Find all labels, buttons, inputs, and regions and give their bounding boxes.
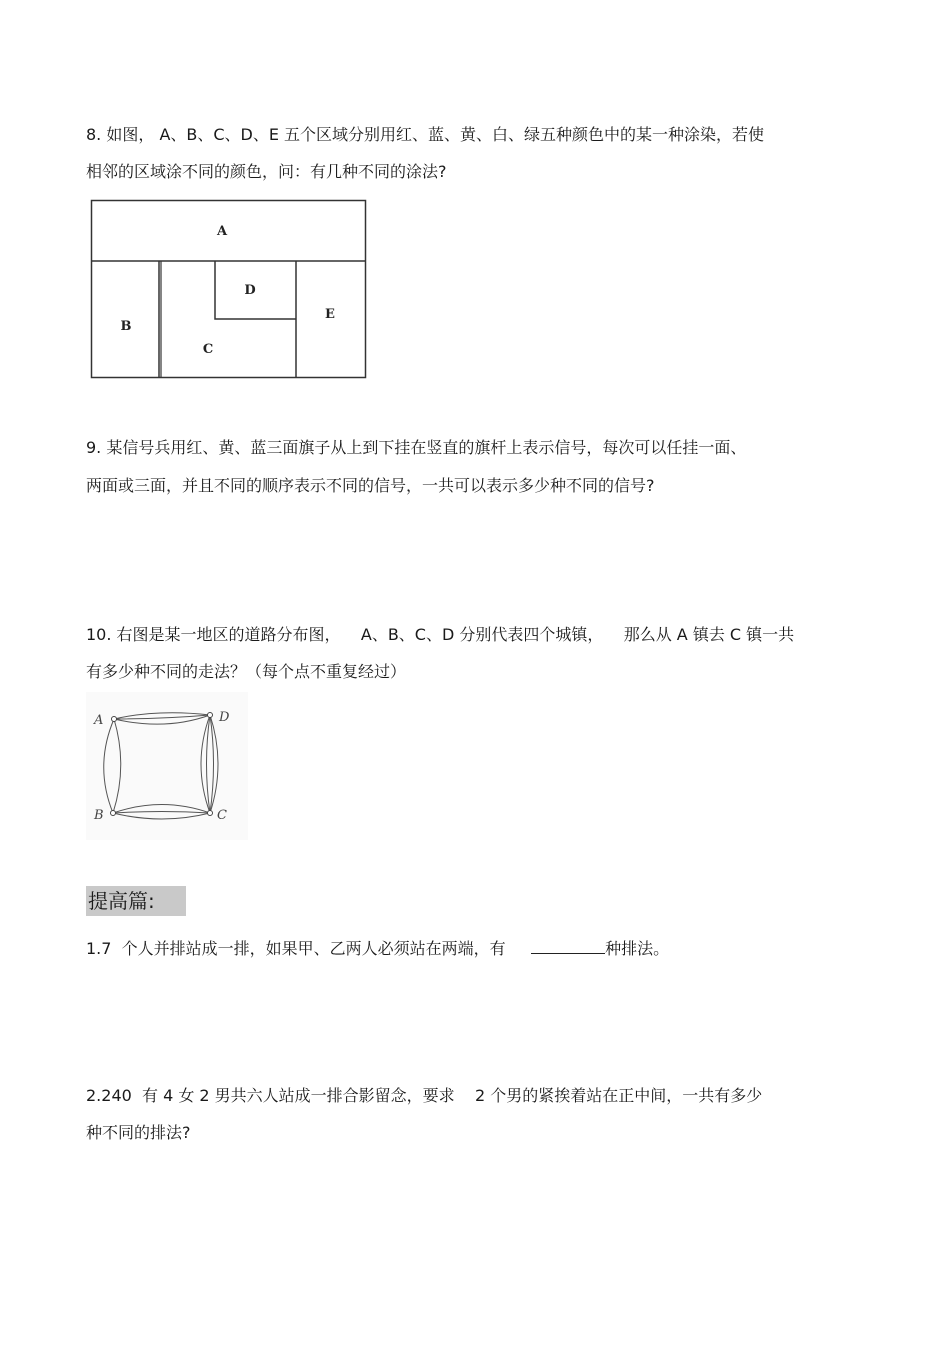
q8-text-line1: 8. 如图， A、B、C、D、E 五个区域分别用红、蓝、黄、白、绿五种颜色中的某一种涂染，若使: [86, 125, 765, 144]
q10-node-b-label: B: [94, 808, 104, 823]
q10-node-a-label: A: [94, 713, 104, 728]
advanced-problem-1-suffix: 种排法。: [605, 939, 670, 958]
q10-node-c-label: C: [217, 808, 227, 823]
q10-node-d-label: D: [219, 710, 230, 725]
q8-region-d-label: D: [244, 283, 256, 298]
q8-region-diagram: [90, 199, 368, 381]
advanced-problem-1-text: 1.7 个人并排站成一排，如果甲、乙两人必须站在两端，有: [86, 939, 532, 958]
q8-region-a-label: A: [216, 224, 228, 239]
advanced-problem-2-line1: 2.240 有 4 女 2 男共六人站成一排合影留念，要求 2 个男的紧挨着站在正中间，一共有多少: [86, 1086, 763, 1105]
q10-text-line1: 10. 右图是某一地区的道路分布图， A、B、C、D 分别代表四个城镇， 那么从 A 镇去 C 镇一共: [86, 625, 795, 644]
answer-blank: [531, 937, 605, 954]
q10-node-d: [208, 713, 213, 718]
q9-text-line1: 9. 某信号兵用红、黄、蓝三面旗子从上到下挂在竖直的旗杆上表示信号，每次可以任挂一面、: [86, 438, 747, 457]
q8-region-c-label: C: [202, 342, 214, 357]
q8-region-b-label: B: [120, 319, 132, 334]
advanced-section-heading: 提高篇:: [86, 886, 186, 916]
q10-text-line2: 有多少种不同的走法？（每个点不重复经过）: [86, 662, 407, 681]
q10-node-b: [111, 811, 116, 816]
q9-text-line2: 两面或三面，并且不同的顺序表示不同的信号，一共可以表示多少种不同的信号?: [86, 476, 655, 495]
q8-outer-border: [92, 201, 366, 378]
q8-text-line2: 相邻的区域涂不同的颜色，问：有几种不同的涂法?: [86, 162, 447, 181]
q10-node-a: [112, 717, 117, 722]
advanced-problem-1: [86, 937, 669, 959]
q10-node-c: [208, 811, 213, 816]
q8-region-e-label: E: [325, 307, 335, 322]
q10-road-map: [86, 692, 248, 840]
advanced-problem-2-line2: 种不同的排法?: [86, 1123, 191, 1142]
